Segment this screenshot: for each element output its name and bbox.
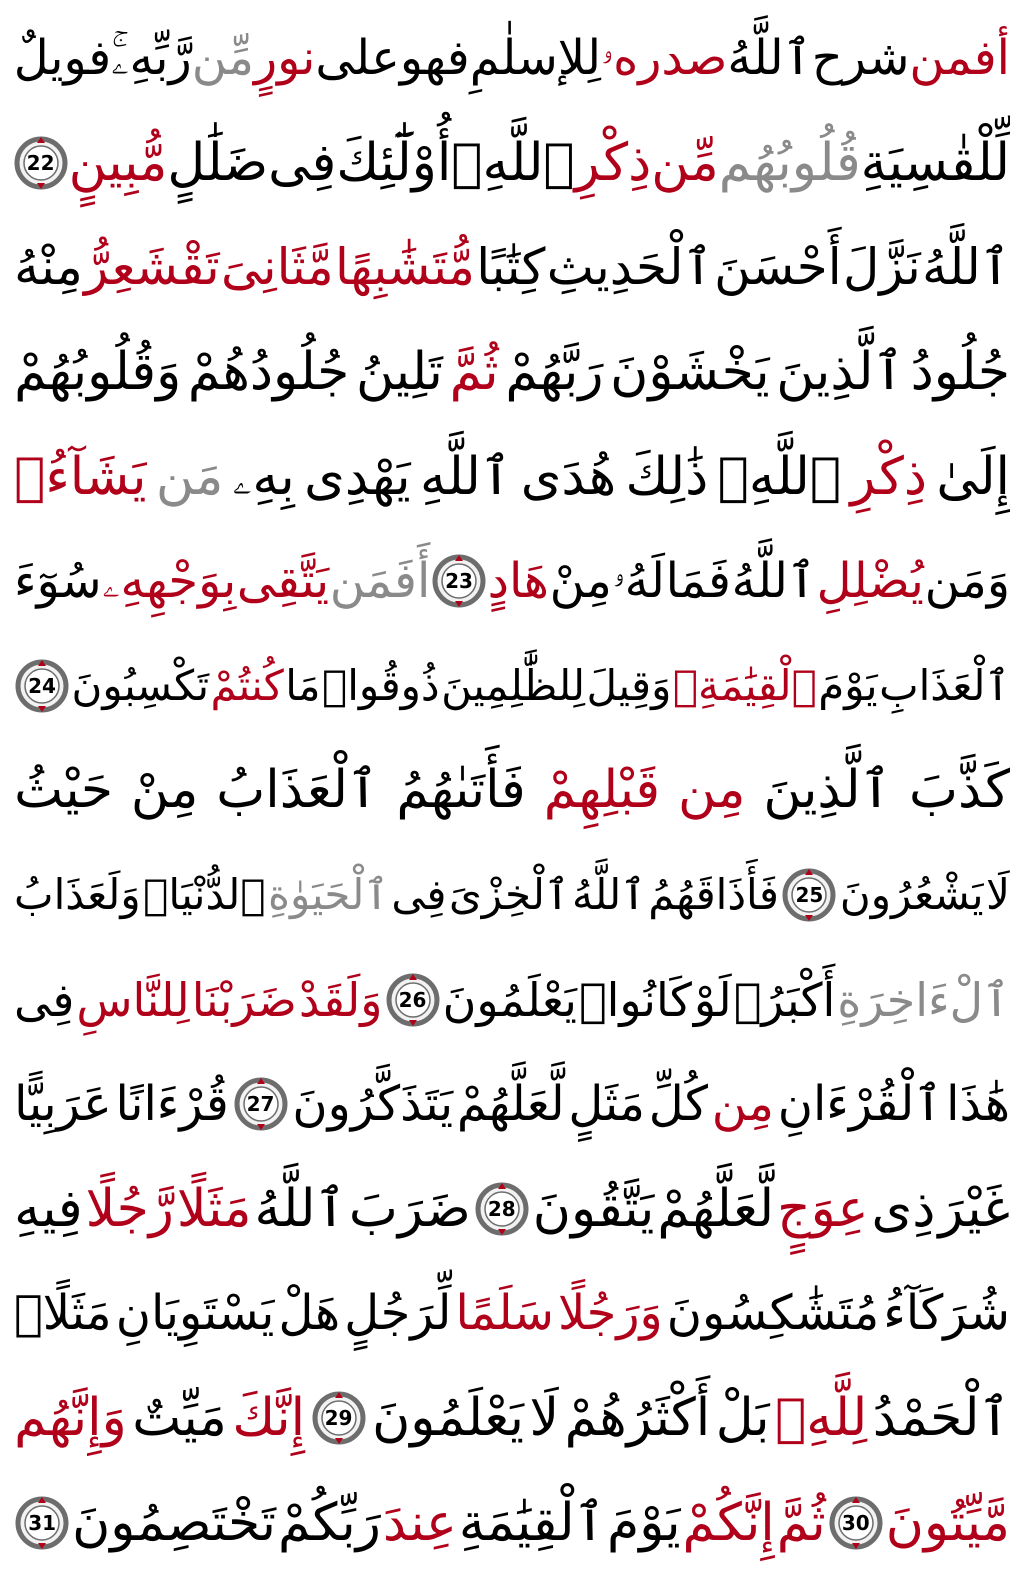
- quran-word: غَيْرَ: [938, 1178, 1010, 1239]
- ayah-number-marker: [233, 1076, 289, 1132]
- quran-word: تَلِينُ: [355, 342, 443, 403]
- quran-word: يَوْمَ: [607, 1492, 681, 1553]
- quran-word: ٱللَّهُ: [727, 30, 812, 87]
- quran-word: لَا: [529, 1388, 560, 1449]
- quran-word: لِلإسلٰمِ: [469, 30, 602, 87]
- silent-letter-word: ٱلْءَاخِرَةِ: [837, 972, 1010, 1027]
- tajweed-highlighted-word: مُّبِينٍ: [68, 132, 168, 193]
- tajweed-highlighted-word: لِلنَّاسِ: [76, 972, 190, 1027]
- quran-word: ٱللَّهِۚ: [451, 132, 575, 193]
- tajweed-highlighted-word: عِندَ: [382, 1492, 457, 1553]
- text-line: [14, 634, 1010, 739]
- tajweed-highlighted-word: تَقْشَعِرُّ: [84, 238, 220, 297]
- ayah-number-marker: [828, 1495, 884, 1551]
- quran-word: ٱللَّهِۚ: [717, 446, 842, 507]
- text-line: [14, 320, 1010, 425]
- tajweed-highlighted-word: عِوَجٍ: [777, 1178, 869, 1239]
- ayah-number: 24: [28, 673, 56, 698]
- silent-letter-word: مَن: [155, 446, 224, 507]
- quran-word: ٱللَّهُ: [571, 870, 646, 920]
- quran-word: عَرَبِيًّا: [14, 1076, 112, 1133]
- quran-word: أَكْثَرُهُمْ: [564, 1388, 711, 1449]
- quran-word: كِتَٰبًا: [476, 238, 546, 297]
- quran-word: على: [315, 30, 400, 87]
- text-line: [14, 1157, 1010, 1262]
- quran-word: رَبَّهُمْ: [505, 342, 604, 403]
- quran-word: ٱللَّهِ: [419, 446, 512, 507]
- quran-word: ٱلْحَمْدُ: [872, 1388, 1010, 1449]
- quran-word: ٱلْعَذَابُ: [216, 760, 379, 821]
- quran-word: ضَرَبَ: [348, 1178, 471, 1239]
- quran-word: رَبِّكُمْ: [277, 1492, 381, 1553]
- tajweed-highlighted-word: مِّن: [651, 132, 719, 193]
- quran-word: تَكْسِبُونَ: [71, 660, 210, 710]
- quran-word: يَشْعُرُونَ: [839, 870, 984, 920]
- tajweed-highlighted-word: قَبْلِهِمْ: [543, 760, 661, 821]
- quran-word: فِى: [268, 132, 337, 193]
- tajweed-highlighted-word: مَّيِّتُونَ: [885, 1492, 1010, 1553]
- text-line: [14, 1366, 1010, 1471]
- quran-word: بِهِۦ: [232, 446, 295, 507]
- quran-word: فِى: [14, 972, 75, 1027]
- quran-word: فويلٌ: [14, 30, 112, 87]
- tajweed-highlighted-word: ثُمَّ: [449, 342, 499, 403]
- tajweed-highlighted-word: هَادٍ: [487, 553, 549, 610]
- quran-word: شرح: [811, 30, 910, 87]
- tajweed-highlighted-word: ٱلْقِيَٰمَةِۚ: [672, 660, 817, 710]
- quran-word: يَوْمَ: [818, 660, 878, 710]
- quran-word: أَكْبَرُۚ: [733, 972, 836, 1027]
- ayah-number: 27: [246, 1092, 275, 1117]
- ayah-number-marker: [431, 553, 487, 609]
- text-line: [14, 1261, 1010, 1366]
- ayah-number: 28: [487, 1196, 516, 1221]
- ayah-number: 29: [324, 1406, 353, 1431]
- quran-word: فِيهِ: [14, 1178, 83, 1239]
- ayah-number: 26: [398, 987, 427, 1012]
- tajweed-highlighted-word: وَإِنَّهُم: [14, 1388, 127, 1449]
- tajweed-highlighted-word: مِن: [711, 1076, 774, 1133]
- tajweed-highlighted-word: يُضْلِلِ: [816, 553, 924, 610]
- quran-word: هَلْ: [278, 1285, 341, 1342]
- quran-word: لَّعَلَّهُمْ: [456, 1076, 565, 1133]
- ayah-number-marker: [474, 1181, 530, 1237]
- quran-word: يَعْلَمُونَ: [442, 972, 577, 1027]
- quran-word: وَقُلُوبُهُمْ: [14, 342, 182, 403]
- quran-word: ٱللَّهُ: [922, 238, 1010, 297]
- quran-word: كُلِّ: [648, 1076, 708, 1133]
- quran-word: لِّلْقٰسِيَةِ: [860, 132, 1010, 193]
- quran-word: ٱلَّذِينَ: [776, 342, 904, 403]
- quran-word: لَّعَلَّهُمْ: [657, 1178, 775, 1239]
- quran-word: مِنْهُ: [14, 238, 83, 297]
- quran-word: حَيْثُ: [14, 760, 113, 821]
- quran-word: هَٰذَا: [946, 1076, 1010, 1133]
- quran-word: مَيِّتٌ: [132, 1388, 227, 1449]
- quran-word: كَانُوا۟: [579, 972, 692, 1027]
- quran-word: فَأَذَاقَهُمُ: [648, 870, 779, 920]
- ayah-number-marker: [385, 972, 441, 1028]
- quran-word: يَسْتَوِيَانِ: [115, 1285, 275, 1342]
- quran-word: يَتَذَكَّرُونَ: [292, 1076, 454, 1133]
- quran-word: ذِى: [871, 1178, 936, 1239]
- ayah-number: 23: [445, 569, 473, 594]
- quran-word: ٱلدُّنْيَاۖ: [143, 870, 266, 920]
- quran-word: ٱللَّهُ: [731, 553, 816, 610]
- ayah-number-marker: [14, 658, 70, 714]
- quran-word: بَلْ: [715, 1388, 770, 1449]
- quran-word: ٱلْقِيَٰمَةِ: [458, 1492, 606, 1553]
- quran-word: قُرْءَانًا: [115, 1076, 229, 1133]
- silent-letter-word: ٱلْحَيَوٰةِ: [268, 870, 389, 920]
- tajweed-highlighted-word: يَتَّقِى: [236, 553, 330, 610]
- silent-letter-word: قُلُوبُهُم: [718, 132, 861, 193]
- quran-word: لَوْ: [693, 972, 732, 1027]
- quran-word: نَزَّلَ: [842, 238, 921, 297]
- tajweed-highlighted-word: يَشَآءُۚ: [14, 446, 147, 507]
- quran-word: جُلُودُ: [910, 342, 1010, 403]
- tajweed-highlighted-word: مِن: [678, 760, 746, 821]
- text-line: [14, 6, 1010, 111]
- quran-word: مُتَشَٰكِسُونَ: [666, 1285, 880, 1342]
- text-line: [14, 1052, 1010, 1157]
- text-line: [14, 843, 1010, 948]
- tajweed-highlighted-word: إِنَّكَ: [232, 1388, 306, 1449]
- quran-word: مَا: [285, 660, 321, 710]
- quran-word: يَخْشَوْنَ: [610, 342, 770, 403]
- ayah-number: 30: [841, 1510, 870, 1535]
- tajweed-highlighted-word: ضَرَبْنَا: [191, 972, 297, 1027]
- quran-word: كَذَّبَ: [908, 760, 1010, 821]
- quran-word: لَهُۥ: [612, 553, 665, 610]
- quran-word: سُوٓءَ: [14, 553, 102, 610]
- quran-word: شُرَكَآءُ: [883, 1285, 1010, 1342]
- ayah-number: 31: [28, 1510, 57, 1535]
- tajweed-highlighted-word: مُّتَشَٰبِهًا: [335, 238, 475, 297]
- quran-word: مَثَلًاۚ: [14, 1285, 112, 1342]
- quran-word: ذَٰلِكَ: [625, 446, 709, 507]
- text-line: [14, 738, 1010, 843]
- text-line: [14, 1470, 1010, 1575]
- text-line: [14, 529, 1010, 634]
- quran-word: أُوْلَٰٓئِكَ: [336, 132, 452, 193]
- quran-word: وَلَعَذَابُ: [14, 870, 141, 920]
- ayah-number: 22: [26, 150, 55, 175]
- tajweed-highlighted-word: صدرهۥ: [601, 30, 728, 87]
- tajweed-highlighted-word: نورٍ: [253, 30, 316, 87]
- silent-letter-word: أَفَمَن: [329, 553, 431, 610]
- quran-word: تَخْتَصِمُونَ: [72, 1492, 277, 1553]
- tajweed-highlighted-word: ذِكْرِ: [574, 132, 652, 193]
- silent-letter-word: مِّن: [191, 30, 254, 87]
- tajweed-highlighted-word: وَلَقَدْ: [298, 972, 383, 1027]
- tajweed-highlighted-word: مَثَلًا: [176, 1178, 252, 1239]
- quran-word: رَّبِّهِۦۚ: [111, 30, 192, 87]
- quran-word: فِى: [391, 870, 447, 920]
- quran-word: فَمَا: [665, 553, 731, 610]
- tajweed-highlighted-word: بِوَجْهِهِۦ: [102, 553, 237, 610]
- text-line: [14, 111, 1010, 216]
- quran-word: ضَلَٰلٍ: [167, 132, 269, 193]
- quran-word: ٱلْخِزْىَ: [448, 870, 570, 920]
- quran-word: وَقِيلَ: [586, 660, 672, 710]
- tajweed-highlighted-word: ثُمَّ: [776, 1492, 826, 1553]
- quran-word: ٱلَّذِينَ: [763, 760, 892, 821]
- ayah-number-marker: [14, 135, 69, 191]
- tajweed-highlighted-word: رَّجُلًا: [85, 1178, 174, 1239]
- tajweed-highlighted-word: مَّثَانِىَ: [220, 238, 334, 297]
- tajweed-highlighted-word: أفمن: [909, 30, 1010, 87]
- quran-word: هُدَى: [520, 446, 617, 507]
- quran-word: ٱلْعَذَابِ: [879, 660, 1010, 710]
- quran-word: ذُوقُوا۟: [322, 660, 440, 710]
- quran-word: فَأَتَىٰهُمُ: [396, 760, 526, 821]
- quran-word: ٱللَّهُ: [254, 1178, 346, 1239]
- text-line: [14, 947, 1010, 1052]
- quran-word: وَمَن: [924, 553, 1010, 610]
- quran-word: يَتَّقُونَ: [532, 1178, 655, 1239]
- tajweed-highlighted-word: سَلَمًا: [455, 1285, 554, 1342]
- quran-word: لَا: [986, 870, 1010, 920]
- quran-word: يَعْلَمُونَ: [372, 1388, 524, 1449]
- tajweed-highlighted-word: لِلَّهِۚ: [775, 1388, 868, 1449]
- text-line: [14, 424, 1010, 529]
- quran-word: لِلظَّٰلِمِينَ: [441, 660, 586, 710]
- quran-word: إِلَىٰ: [936, 446, 1010, 507]
- ayah-number-marker: [14, 1495, 70, 1551]
- quran-word: أَحْسَنَ: [714, 238, 842, 297]
- ayah-number: 25: [795, 883, 824, 908]
- quran-word: مِنْ: [549, 553, 612, 610]
- quran-word: ٱلْقُرْءَانِ: [777, 1076, 943, 1133]
- ayah-number-marker: [781, 867, 837, 923]
- tajweed-highlighted-word: كُنتُمْ: [210, 660, 284, 710]
- quran-word: لِّرَجُلٍ: [344, 1285, 452, 1342]
- tajweed-highlighted-word: وَرَجُلًا: [558, 1285, 663, 1342]
- text-line: [14, 215, 1010, 320]
- quran-word: يَهْدِى: [304, 446, 411, 507]
- ayah-number-marker: [311, 1390, 367, 1446]
- quran-word: مَثَلٍ: [568, 1076, 645, 1133]
- quran-word: ٱلْحَدِيثِ: [546, 238, 713, 297]
- tajweed-highlighted-word: إِنَّكُمْ: [682, 1492, 775, 1553]
- quran-word: مِنْ: [130, 760, 199, 821]
- tajweed-highlighted-word: ذِكْرِ: [850, 446, 927, 507]
- quran-word: فهو: [399, 30, 470, 87]
- quran-word: جُلُودُهُمْ: [187, 342, 350, 403]
